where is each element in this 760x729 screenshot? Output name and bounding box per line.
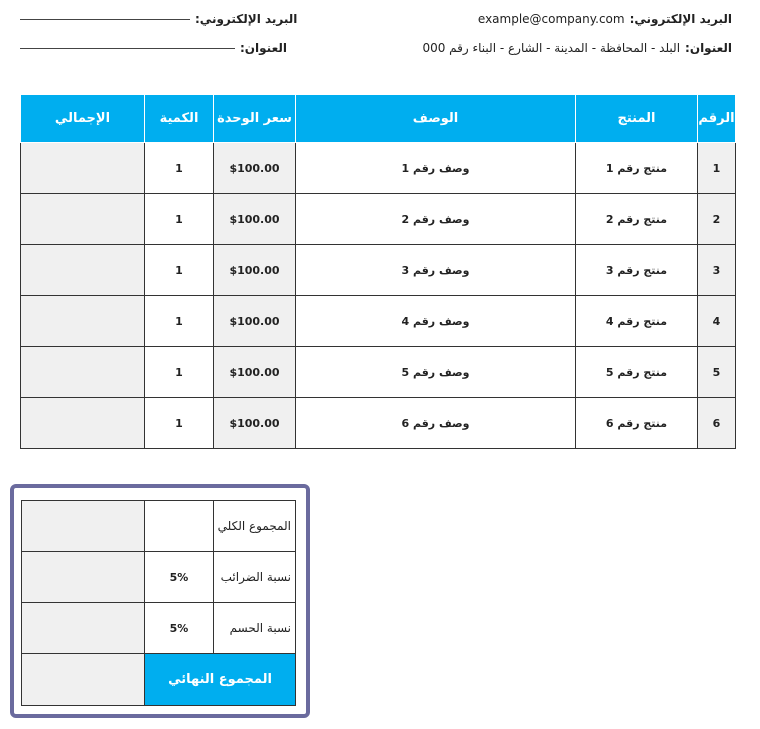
table-row — [21, 194, 736, 245]
cell-num: 6 — [698, 398, 736, 449]
cell-unit-price[interactable]: $100.00 — [214, 296, 296, 347]
table-header-row — [21, 95, 736, 143]
header-quantity: الكمية — [145, 95, 214, 143]
cell-description[interactable]: وصف رقم 1 — [296, 143, 576, 194]
summary-row-discount — [22, 603, 296, 654]
cell-unit-price[interactable]: $100.00 — [214, 245, 296, 296]
cell-quantity[interactable]: 1 — [145, 143, 214, 194]
discount-rate[interactable]: 5% — [145, 603, 214, 654]
cell-product[interactable]: منتج رقم 5 — [576, 347, 698, 398]
cell-unit-price[interactable]: $100.00 — [214, 194, 296, 245]
cell-product[interactable]: منتج رقم 1 — [576, 143, 698, 194]
cell-description[interactable]: وصف رقم 4 — [296, 296, 576, 347]
subtotal-rate — [145, 501, 214, 552]
header-num: الرقم — [698, 95, 736, 143]
subtotal-value — [22, 501, 145, 552]
table-row — [21, 398, 736, 449]
cell-num: 1 — [698, 143, 736, 194]
company-email-label: البريد الإلكتروني: — [629, 12, 732, 26]
cell-description[interactable]: وصف رقم 6 — [296, 398, 576, 449]
cell-unit-price[interactable]: $100.00 — [214, 347, 296, 398]
summary-row-final — [22, 654, 296, 706]
cell-unit-price[interactable]: $100.00 — [214, 398, 296, 449]
client-address-label: العنوان: — [240, 41, 287, 55]
table-row — [21, 143, 736, 194]
cell-total — [21, 245, 145, 296]
company-email-line — [478, 12, 732, 26]
cell-quantity[interactable]: 1 — [145, 296, 214, 347]
table-row — [21, 245, 736, 296]
cell-num: 4 — [698, 296, 736, 347]
cell-num: 2 — [698, 194, 736, 245]
discount-amount — [22, 603, 145, 654]
cell-num: 3 — [698, 245, 736, 296]
discount-label: نسبة الحسم — [214, 603, 296, 654]
header-total: الإجمالي — [21, 95, 145, 143]
cell-quantity[interactable]: 1 — [145, 347, 214, 398]
final-total-value — [22, 654, 145, 706]
table-row — [21, 296, 736, 347]
cell-total — [21, 347, 145, 398]
cell-description[interactable]: وصف رقم 2 — [296, 194, 576, 245]
table-row — [21, 347, 736, 398]
summary-row-subtotal — [22, 501, 296, 552]
client-address-blank[interactable] — [20, 48, 235, 49]
company-address-label: العنوان: — [685, 41, 732, 55]
subtotal-label: المجموع الكلي — [214, 501, 296, 552]
header-description: الوصف — [296, 95, 576, 143]
cell-total — [21, 398, 145, 449]
client-email-line — [20, 12, 297, 26]
cell-product[interactable]: منتج رقم 4 — [576, 296, 698, 347]
cell-product[interactable]: منتج رقم 2 — [576, 194, 698, 245]
company-email-value: example@company.com — [477, 12, 625, 26]
tax-label: نسبة الضرائب — [214, 552, 296, 603]
client-address-line — [20, 41, 287, 55]
items-table — [20, 94, 736, 449]
cell-quantity[interactable]: 1 — [145, 398, 214, 449]
cell-total — [21, 143, 145, 194]
cell-quantity[interactable]: 1 — [145, 194, 214, 245]
cell-total — [21, 194, 145, 245]
client-email-blank[interactable] — [20, 19, 190, 20]
cell-product[interactable]: منتج رقم 6 — [576, 398, 698, 449]
cell-product[interactable]: منتج رقم 3 — [576, 245, 698, 296]
cell-num: 5 — [698, 347, 736, 398]
header-product: المنتج — [576, 95, 698, 143]
summary-row-tax — [22, 552, 296, 603]
final-total-label: المجموع النهائي — [145, 654, 296, 706]
cell-unit-price[interactable]: $100.00 — [214, 143, 296, 194]
summary-table — [21, 500, 296, 706]
cell-description[interactable]: وصف رقم 3 — [296, 245, 576, 296]
cell-total — [21, 296, 145, 347]
tax-rate[interactable]: 5% — [145, 552, 214, 603]
tax-amount — [22, 552, 145, 603]
company-address-value: البلد - المحافظة - المدينة - الشارع - البناء رقم 000 — [422, 41, 681, 55]
cell-quantity[interactable]: 1 — [145, 245, 214, 296]
header-unit-price: سعر الوحدة — [214, 95, 296, 143]
company-address-line — [422, 41, 732, 55]
client-email-label: البريد الإلكتروني: — [195, 12, 298, 26]
cell-description[interactable]: وصف رقم 5 — [296, 347, 576, 398]
